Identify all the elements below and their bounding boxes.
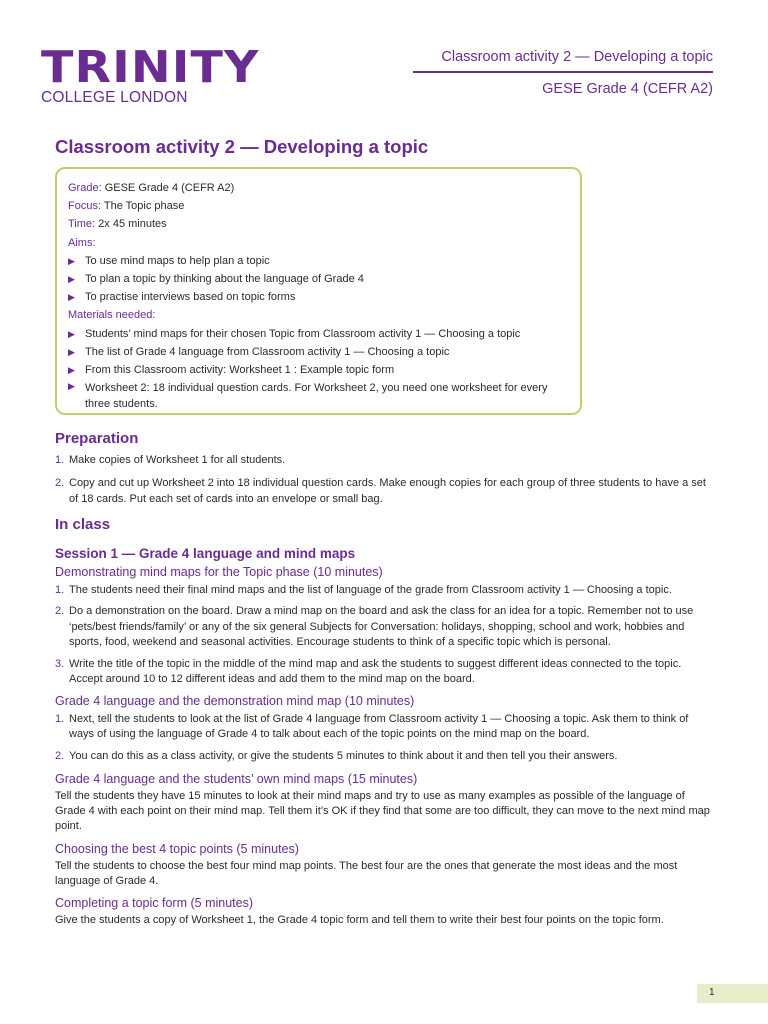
- demo-item: 1. The students need their final mind maps and the list of language of the grade from Classroom activity 1 — Choosing a topic.: [55, 584, 672, 596]
- topic-form-text: Give the students a copy of Worksheet 1, the Grade 4 topic form and tell them to write their best four points on the topic form.: [55, 914, 664, 927]
- aims-label: Aims:: [68, 236, 96, 249]
- running-header: [413, 49, 713, 97]
- activity-info-box: [55, 167, 582, 415]
- header-activity-title: Classroom activity 2 — Developing a topic: [413, 49, 713, 73]
- grade-value: GESE Grade 4 (CEFR A2): [104, 182, 235, 194]
- bullet-arrow-icon: ▶: [68, 274, 75, 285]
- best-points-text: Tell the students to choose the best four mind map points. The best four are the ones that generate the most ideas and the most language of Grade 4.: [55, 859, 678, 887]
- bullet-arrow-icon: ▶: [68, 381, 75, 392]
- aim-item: ▶ To use mind maps to help plan a topic: [68, 252, 568, 270]
- grade-line: [68, 179, 568, 197]
- focus-label: Focus:: [68, 200, 102, 213]
- focus-line: [68, 197, 568, 215]
- bullet-arrow-icon: ▶: [68, 328, 75, 339]
- page-number: 1: [709, 987, 715, 998]
- topic-form-subheading: Completing a topic form (5 minutes): [55, 896, 254, 911]
- grade4-item: 1. Next, tell the students to look at the list of Grade 4 language from Classroom activity 1 — Choosing a topic. Ask them to think of ways of using the language of Grade 4 to talk about each of the topic points on the mind map on the board.: [55, 712, 689, 741]
- preparation-item: 2. Copy and cut up Worksheet 2 into 18 individual question cards. Make enough copies for each group of three students to have a set of 18 cards. Put each set of cards into an envelope or small bag.: [55, 477, 706, 505]
- bullet-arrow-icon: ▶: [68, 255, 75, 266]
- best-points-subheading: Choosing the best 4 topic points (5 minutes): [55, 841, 299, 856]
- logo-wordmark: TRINITY: [41, 42, 260, 93]
- logo-subtitle: COLLEGE LONDON: [41, 89, 188, 106]
- demo-item: 2. Do a demonstration on the board. Draw a mind map on the board and ask the class for an idea for a topic. Remember not to use ‘pets/best friends/family’ or any of the six general Subjects for Conversation: holidays, shopping, school and work, hobbies and sports, food, weekend and seasonal activities. Encourage students to think of a specific topic which is personal.: [55, 605, 694, 648]
- time-value: 2x 45 minutes: [98, 218, 167, 231]
- in-class-heading: In class: [55, 516, 111, 533]
- preparation-item: 1. Make copies of Worksheet 1 for all students.: [55, 454, 286, 466]
- aim-item: ▶ To practise interviews based on topic forms: [68, 288, 568, 306]
- preparation-heading: Preparation: [55, 430, 139, 447]
- aim-item: ▶ To plan a topic by thinking about the language of Grade 4: [68, 270, 568, 288]
- material-item: ▶ Worksheet 2: 18 individual question cards. For Worksheet 2, you need one worksheet for every three students.: [68, 381, 548, 410]
- session1-section: [55, 546, 715, 928]
- own-mindmap-subheading: Grade 4 language and the students’ own mind maps (15 minutes): [55, 771, 418, 786]
- material-item: ▶ Students’ mind maps for their chosen Topic from Classroom activity 1 — Choosing a topic: [68, 325, 568, 343]
- own-mindmap-text: Tell the students they have 15 minutes to look at their mind maps and try to use as many examples as possible of the language of Grade 4 with each point on their mind map. Tell them it’s OK if they find that some are too difficult, they can move to the next mind map point.: [55, 789, 710, 833]
- materials-label: Materials needed:: [68, 309, 156, 322]
- grade4-subheading: Grade 4 language and the demonstration mind map (10 minutes): [55, 693, 415, 708]
- page-number-box: [697, 984, 768, 1003]
- bullet-arrow-icon: ▶: [68, 292, 75, 303]
- header-grade: GESE Grade 4 (CEFR A2): [542, 81, 713, 97]
- bullet-arrow-icon: ▶: [68, 346, 75, 357]
- demo-item: 3. Write the title of the topic in the middle of the mind map and ask the students to suggest different ideas connected to the topic. Accept around 10 to 12 different ideas and add them to the mind map on the board.: [55, 658, 682, 686]
- material-item: ▶ From this Classroom activity: Worksheet 1 : Example topic form: [68, 361, 568, 379]
- session1-heading: Session 1 — Grade 4 language and mind maps: [55, 546, 356, 561]
- focus-value: The Topic phase: [103, 200, 185, 213]
- material-item: ▶ The list of Grade 4 language from Classroom activity 1 — Choosing a topic: [68, 343, 568, 361]
- grade4-item: 2. You can do this as a class activity, or give the students 5 minutes to think about it and then tell you their answers.: [55, 750, 618, 763]
- in-class-section: [55, 516, 715, 533]
- time-label: Time:: [68, 218, 96, 231]
- demo-subheading: Demonstrating mind maps for the Topic phase (10 minutes): [55, 565, 383, 579]
- time-line: [68, 215, 568, 233]
- preparation-section: [55, 430, 715, 507]
- grade-label: Grade:: [68, 182, 102, 194]
- bullet-arrow-icon: ▶: [68, 365, 75, 376]
- page-title: Classroom activity 2 — Developing a topic: [55, 136, 429, 157]
- trinity-logo: [41, 42, 260, 107]
